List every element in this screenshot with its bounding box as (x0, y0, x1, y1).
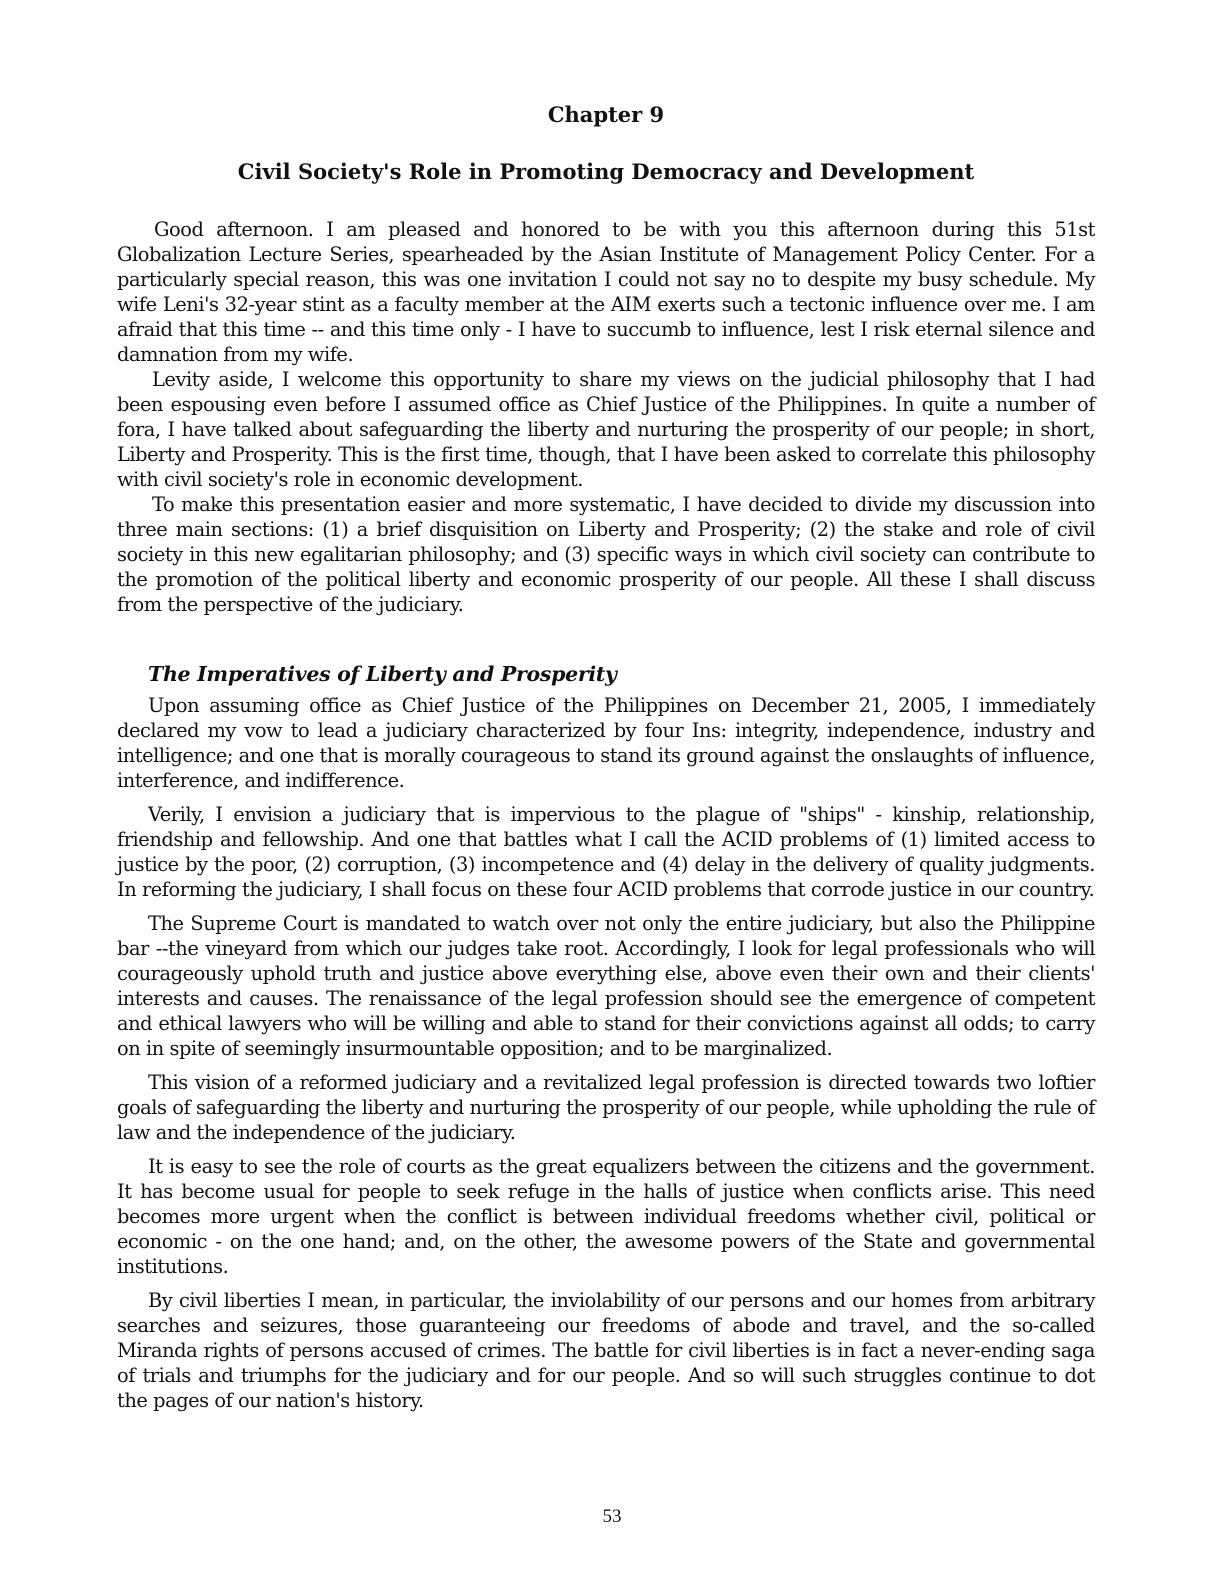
body-text (117, 217, 1095, 1422)
intro-paragraph: Levity aside, I welcome this opportunity to share my views on the judicial philosophy that I had been espousing even before I assumed office as Chief Justice of the Philippines. In quite a number of fora, I have talked about safeguarding the liberty and nurturing the prosperity of our people; in short, Liberty and Prosperity. This is the first time, though, that I have been asked to correlate this philosophy with civil society's role in economic development. (117, 368, 1095, 491)
liberty-prosperity-section (117, 659, 1095, 1413)
section-heading: The Imperatives of Liberty and Prosperity (148, 662, 617, 686)
section-paragraph: The Supreme Court is mandated to watch over not only the entire judiciary, but also the Philippine bar --the vineyard from which our judges take root. Accordingly, I look for legal professionals who will courageously uphold truth and justice above everything else, above even their own and their clients' interests and causes. The renaissance of the legal profession should see the emergence of competent and ethical lawyers who will be willing and able to stand for their convictions against all odds; to carry on in spite of seemingly insurmountable opposition; and to be marginalized. (117, 912, 1095, 1060)
section-paragraph: Verily, I envision a judiciary that is impervious to the plague of "ships" - kinship, relationship, friendship and fellowship. And one that battles what I call the ACID problems of (1) limited access to justice by the poor, (2) corruption, (3) incompetence and (4) delay in the delivery of quality judgments. In reforming the judiciary, I shall focus on these four ACID problems that corrode justice in our country. (117, 803, 1095, 901)
section-paragraph: Upon assuming office as Chief Justice of the Philippines on December 21, 2005, I immediately declared my vow to lead a judiciary characterized by four Ins: integrity, independence, industry and intelligence; and one that is morally courageous to stand its ground against the onslaughts of influence, interference, and indifference. (117, 694, 1095, 792)
intro-paragraph: Good afternoon. I am pleased and honored to be with you this afternoon during this 51st Globalization Lecture Series, spearheaded by the Asian Institute of Management Policy Center. For a particularly special reason, this was one invitation I could not say no to despite my busy schedule. My wife Leni's 32-year stint as a faculty member at the AIM exerts such a tectonic influence over me. I am afraid that this time -- and this time only - I have to succumb to influence, lest I risk eternal silence and damnation from my wife. (117, 218, 1095, 366)
section-paragraph: It is easy to see the role of courts as the great equalizers between the citizens and the government. It has become usual for people to seek refuge in the halls of justice when conflicts arise. This need becomes more urgent when the conflict is between individual freedoms whether civil, political or economic - on the one hand; and, on the other, the awesome powers of the State and governmental institutions. (117, 1155, 1095, 1278)
section-paragraph: By civil liberties I mean, in particular, the inviolability of our persons and our homes from arbitrary searches and seizures, those guaranteeing our freedoms of abode and travel, and the so-called Miranda rights of persons accused of crimes. The battle for civil liberties is in fact a never-ending saga of trials and triumphs for the judiciary and for our people. And so will such struggles continue to dot the pages of our nation's history. (117, 1289, 1095, 1412)
intro-paragraph: To make this presentation easier and more systematic, I have decided to divide my discussion into three main sections: (1) a brief disquisition on Liberty and Prosperity; (2) the stake and role of civil society in this new egalitarian philosophy; and (3) specific ways in which civil society can contribute to the promotion of the political liberty and economic prosperity of our people. All these I shall discuss from the perspective of the judiciary. (117, 493, 1095, 616)
section-paragraph: This vision of a reformed judiciary and a revitalized legal profession is directed towards two loftier goals of safeguarding the liberty and nurturing the prosperity of our people, while upholding the rule of law and the independence of the judiciary. (117, 1071, 1095, 1144)
chapter-title: Civil Society's Role in Promoting Democracy and Development (237, 159, 975, 184)
chapter-label: Chapter 9 (547, 102, 665, 127)
page-number: 53 (602, 1506, 622, 1527)
intro-section (117, 217, 1095, 617)
